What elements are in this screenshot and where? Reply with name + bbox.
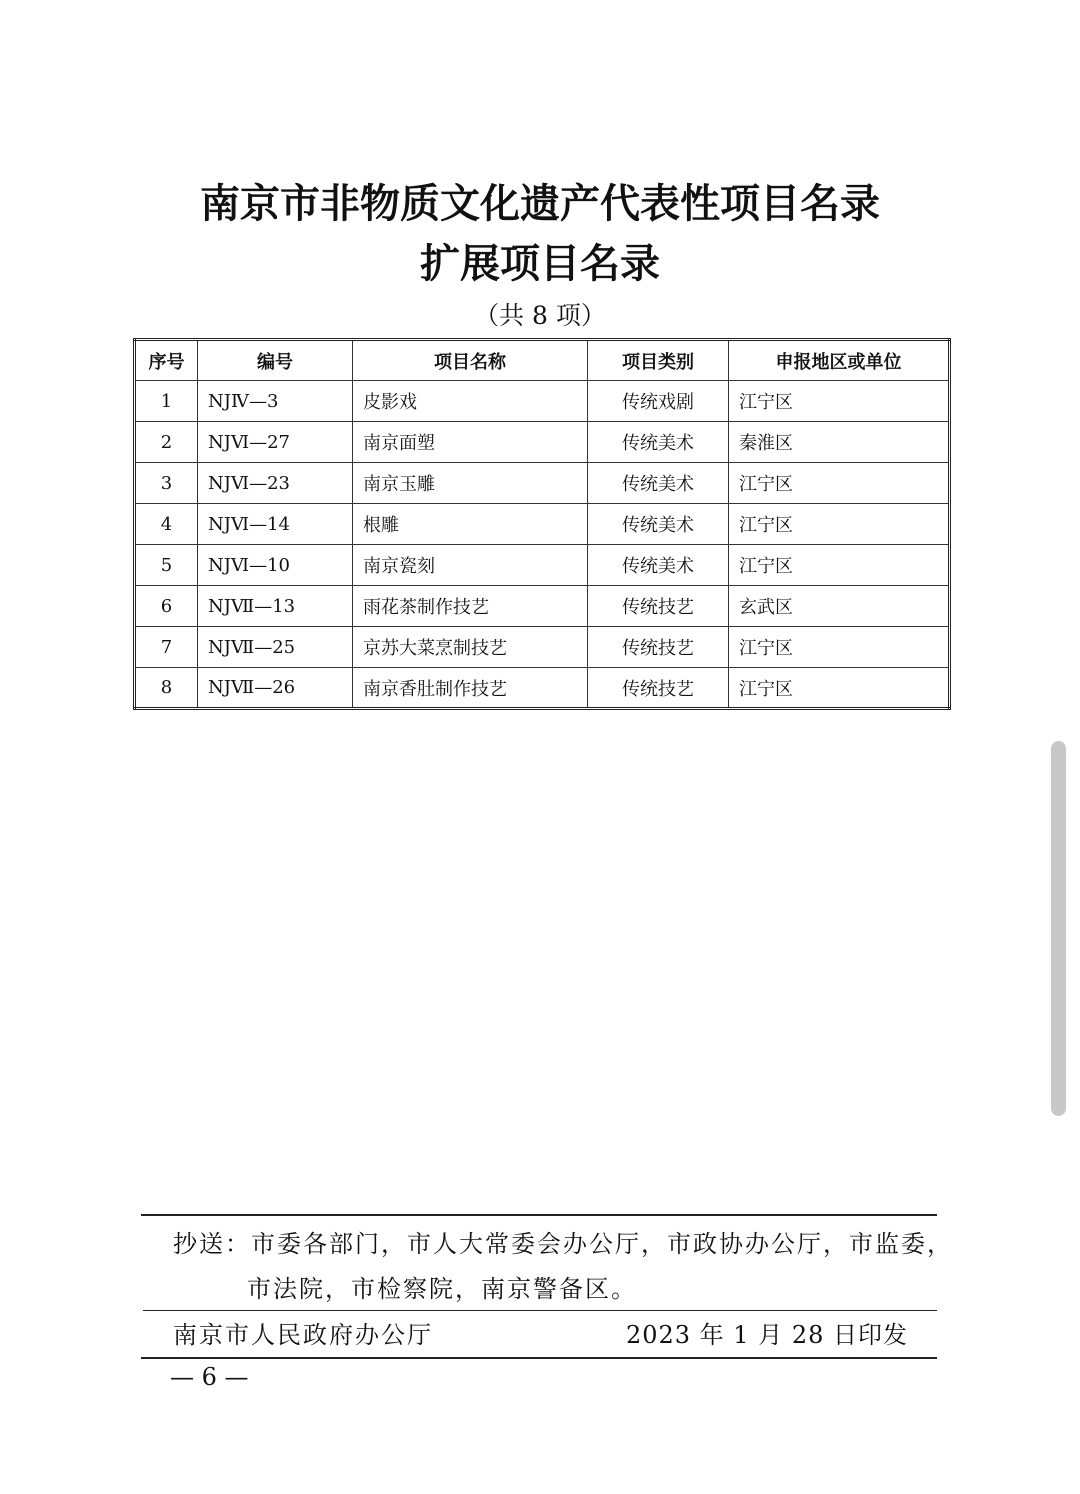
header-serial: 序号 (135, 340, 198, 381)
cell-project-name: 南京玉雕 (353, 463, 588, 504)
cell-code: NJⅦ—26 (198, 668, 353, 709)
cell-serial: 8 (135, 668, 198, 709)
heritage-table (133, 338, 951, 710)
cell-project-name: 皮影戏 (353, 381, 588, 422)
issue-date: 2023 年 1 月 28 日印发 (625, 1321, 908, 1349)
cell-code: NJⅥ—27 (198, 422, 353, 463)
table-row (135, 381, 950, 422)
cc-list-line1: 抄送：市委各部门，市人大常委会办公厅，市政协办公厅，市监委， (173, 1230, 953, 1258)
cell-project-name: 根雕 (353, 504, 588, 545)
cell-category: 传统技艺 (588, 627, 729, 668)
cell-code: NJⅥ—23 (198, 463, 353, 504)
cell-project-name: 南京香肚制作技艺 (353, 668, 588, 709)
cell-project-name: 雨花茶制作技艺 (353, 586, 588, 627)
cell-project-name: 南京瓷刻 (353, 545, 588, 586)
footer-bottom-rule (141, 1357, 937, 1359)
header-project-name: 项目名称 (353, 340, 588, 381)
cell-code: NJⅦ—13 (198, 586, 353, 627)
cell-code: NJⅥ—14 (198, 504, 353, 545)
cell-code: NJⅥ—10 (198, 545, 353, 586)
cell-category: 传统技艺 (588, 586, 729, 627)
cc-list-line2: 市法院，市检察院，南京警备区。 (247, 1275, 637, 1303)
cell-serial: 7 (135, 627, 198, 668)
table-row (135, 504, 950, 545)
header-category: 项目类别 (588, 340, 729, 381)
cell-project-name: 南京面塑 (353, 422, 588, 463)
cell-category: 传统美术 (588, 463, 729, 504)
header-code: 编号 (198, 340, 353, 381)
cell-applicant: 江宁区 (729, 463, 950, 504)
table-row (135, 422, 950, 463)
cell-serial: 1 (135, 381, 198, 422)
issuer: 南京市人民政府办公厅 (173, 1321, 433, 1349)
cell-category: 传统戏剧 (588, 381, 729, 422)
cell-applicant: 玄武区 (729, 586, 950, 627)
cell-serial: 4 (135, 504, 198, 545)
document-subtitle: 扩展项目名录 (420, 240, 660, 287)
cell-serial: 2 (135, 422, 198, 463)
table-header-row (135, 340, 950, 381)
table-row (135, 668, 950, 709)
cell-applicant: 秦淮区 (729, 422, 950, 463)
footer-top-rule (141, 1214, 937, 1216)
page-number: — 6 — (170, 1363, 249, 1391)
scrollbar-thumb[interactable] (1051, 741, 1066, 1116)
cell-serial: 6 (135, 586, 198, 627)
cell-applicant: 江宁区 (729, 381, 950, 422)
cell-applicant: 江宁区 (729, 627, 950, 668)
item-count: （共 8 项） (474, 301, 606, 330)
cell-serial: 5 (135, 545, 198, 586)
cell-category: 传统技艺 (588, 668, 729, 709)
cell-code: NJⅣ—3 (198, 381, 353, 422)
table-row (135, 545, 950, 586)
header-applicant: 申报地区或单位 (729, 340, 950, 381)
table-row (135, 463, 950, 504)
cell-applicant: 江宁区 (729, 504, 950, 545)
table-row (135, 586, 950, 627)
footer-middle-rule (143, 1310, 937, 1311)
cell-serial: 3 (135, 463, 198, 504)
cell-applicant: 江宁区 (729, 668, 950, 709)
cell-category: 传统美术 (588, 422, 729, 463)
cell-category: 传统美术 (588, 545, 729, 586)
cell-applicant: 江宁区 (729, 545, 950, 586)
cell-project-name: 京苏大菜烹制技艺 (353, 627, 588, 668)
cell-category: 传统美术 (588, 504, 729, 545)
document-title: 南京市非物质文化遗产代表性项目名录 (200, 180, 880, 227)
cell-code: NJⅦ—25 (198, 627, 353, 668)
table-row (135, 627, 950, 668)
